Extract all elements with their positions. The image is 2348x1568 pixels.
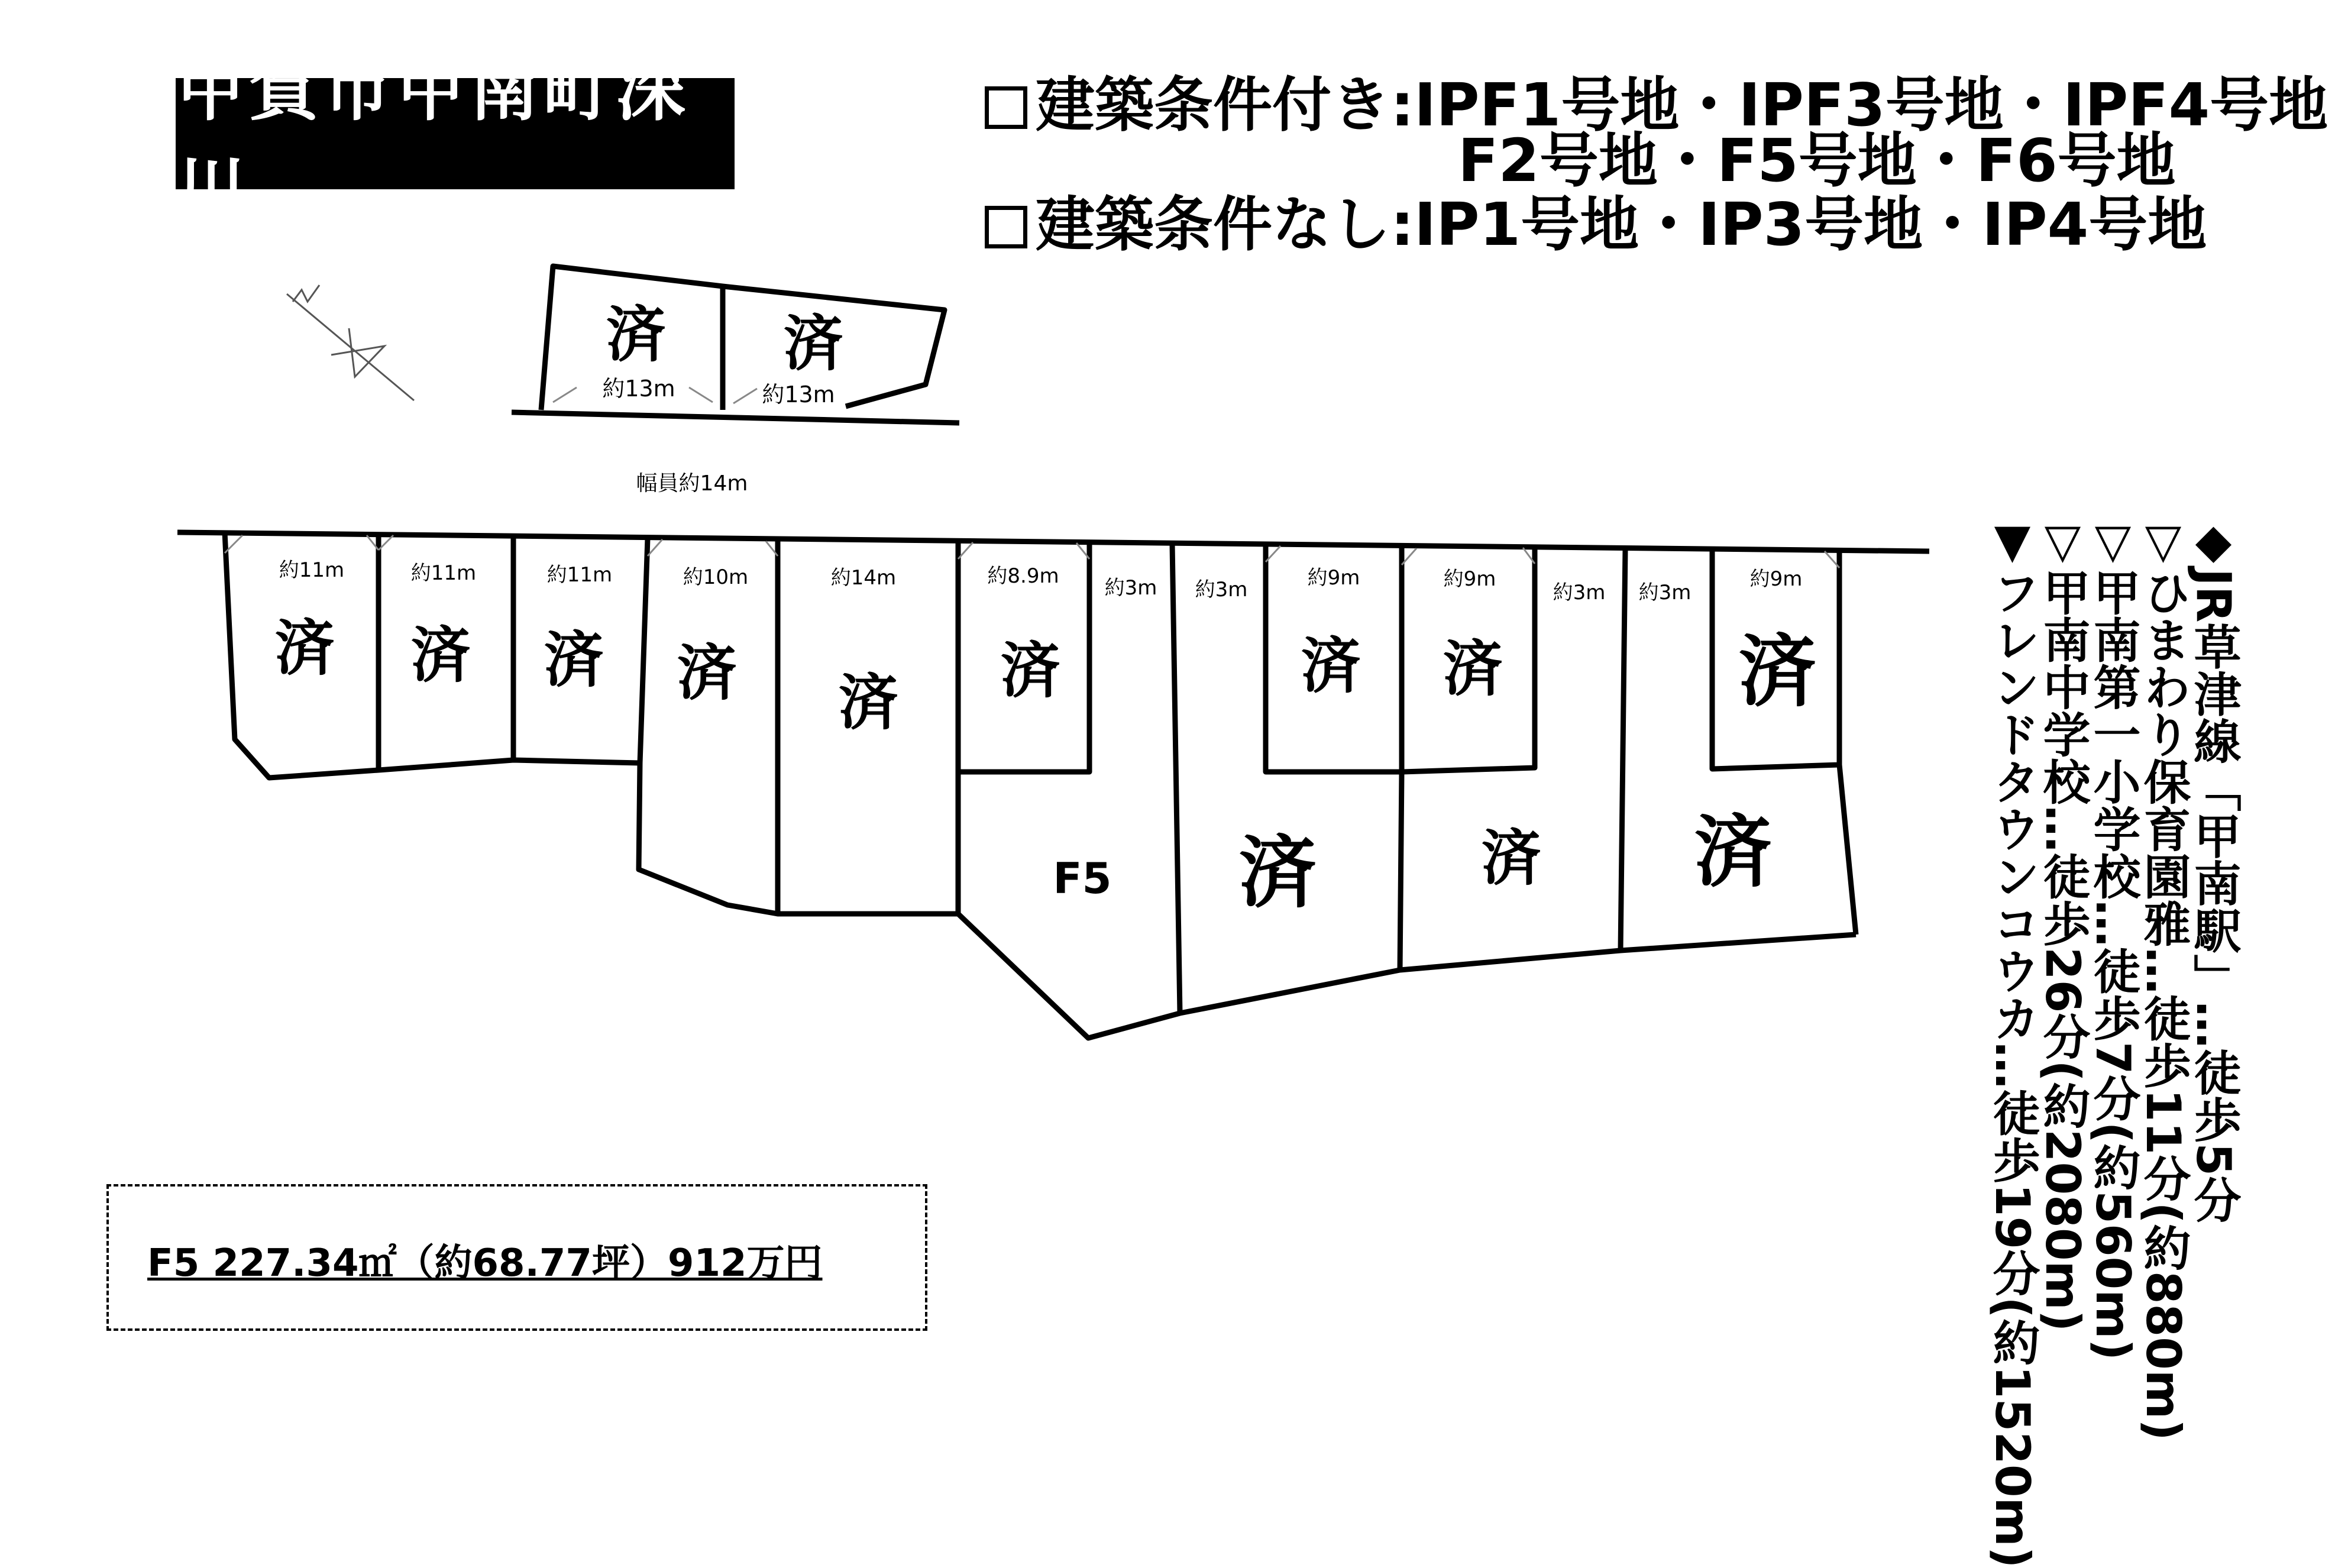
frontage-label: 約3m [1638,581,1692,604]
frontage-label: 約8.9m [987,564,1059,588]
road-edge [177,532,1929,551]
lot-lines [225,532,1856,1038]
available-lot-label: F5 [1053,853,1112,903]
north-arrow-icon [287,285,414,400]
frontage-label: 約11m [279,558,345,582]
frontage-label: 約3m [1195,578,1248,602]
sold-mark: 済 [1694,807,1772,897]
sold-mark: 済 [784,309,843,378]
lot-price-text: F5 227.34㎡（約68.77坪）912万円 [147,1242,823,1285]
frontage-label: 約9m [1749,567,1803,591]
area-title: 甲賀市甲南町深川 [176,78,735,189]
sold-mark: 済 [1443,634,1502,703]
access-nursery: ▽ひまわり保育園雅…徒歩11分(約880m) [2136,513,2191,1441]
sold-mark: 済 [606,300,665,369]
top-block [512,266,959,423]
price-info-box [106,1184,927,1331]
frontage-label: 約9m [1307,566,1360,590]
condition-text-1: 建築条件付き:IPF1号地・IPF3号地・IPF4号地 [1036,70,2328,140]
frontage-label: 約11m [546,563,613,587]
sold-mark: 済 [544,625,603,694]
sold-mark: 済 [1301,631,1360,700]
frontage-label: 約13m [762,382,835,408]
access-station: ◆JR草津線「甲南駅」…徒歩5分 [2186,513,2241,1224]
frontage-label: 約13m [602,376,675,402]
frontage-label: 約3m [1553,581,1606,604]
access-junior-high: ▽甲南中学校…徒歩26分(約2080m) [2035,513,2090,1332]
sold-mark: 済 [1001,636,1060,705]
road-width-label: 幅員約14m [636,471,748,496]
frontage-label: 約9m [1443,567,1496,591]
sold-mark: 済 [677,638,736,707]
sold-mark: 済 [411,620,470,690]
access-elementary: ▽甲南第一小学校…徒歩7分(約560m) [2085,513,2140,1361]
sold-mark: 済 [1238,827,1317,917]
access-shopping: ▼フレンドタウンコウカ…徒歩19分(約1520m) [1985,513,2040,1568]
frontage-label: 約11m [410,561,477,585]
frontage-label: 約3m [1104,576,1157,600]
condition-line-lots: F2号地・F5号地・F6号地 [1458,126,2176,195]
sold-mark: 済 [1738,626,1816,716]
sold-mark: 済 [275,613,334,683]
condition-text-3: 建築条件なし:IP1号地・IP3号地・IP4号地 [1036,190,2207,259]
frontage-label: 約10m [683,565,749,589]
sold-mark: 済 [839,668,898,737]
frontage-label: 約14m [830,566,897,590]
sold-mark: 済 [1482,823,1541,893]
